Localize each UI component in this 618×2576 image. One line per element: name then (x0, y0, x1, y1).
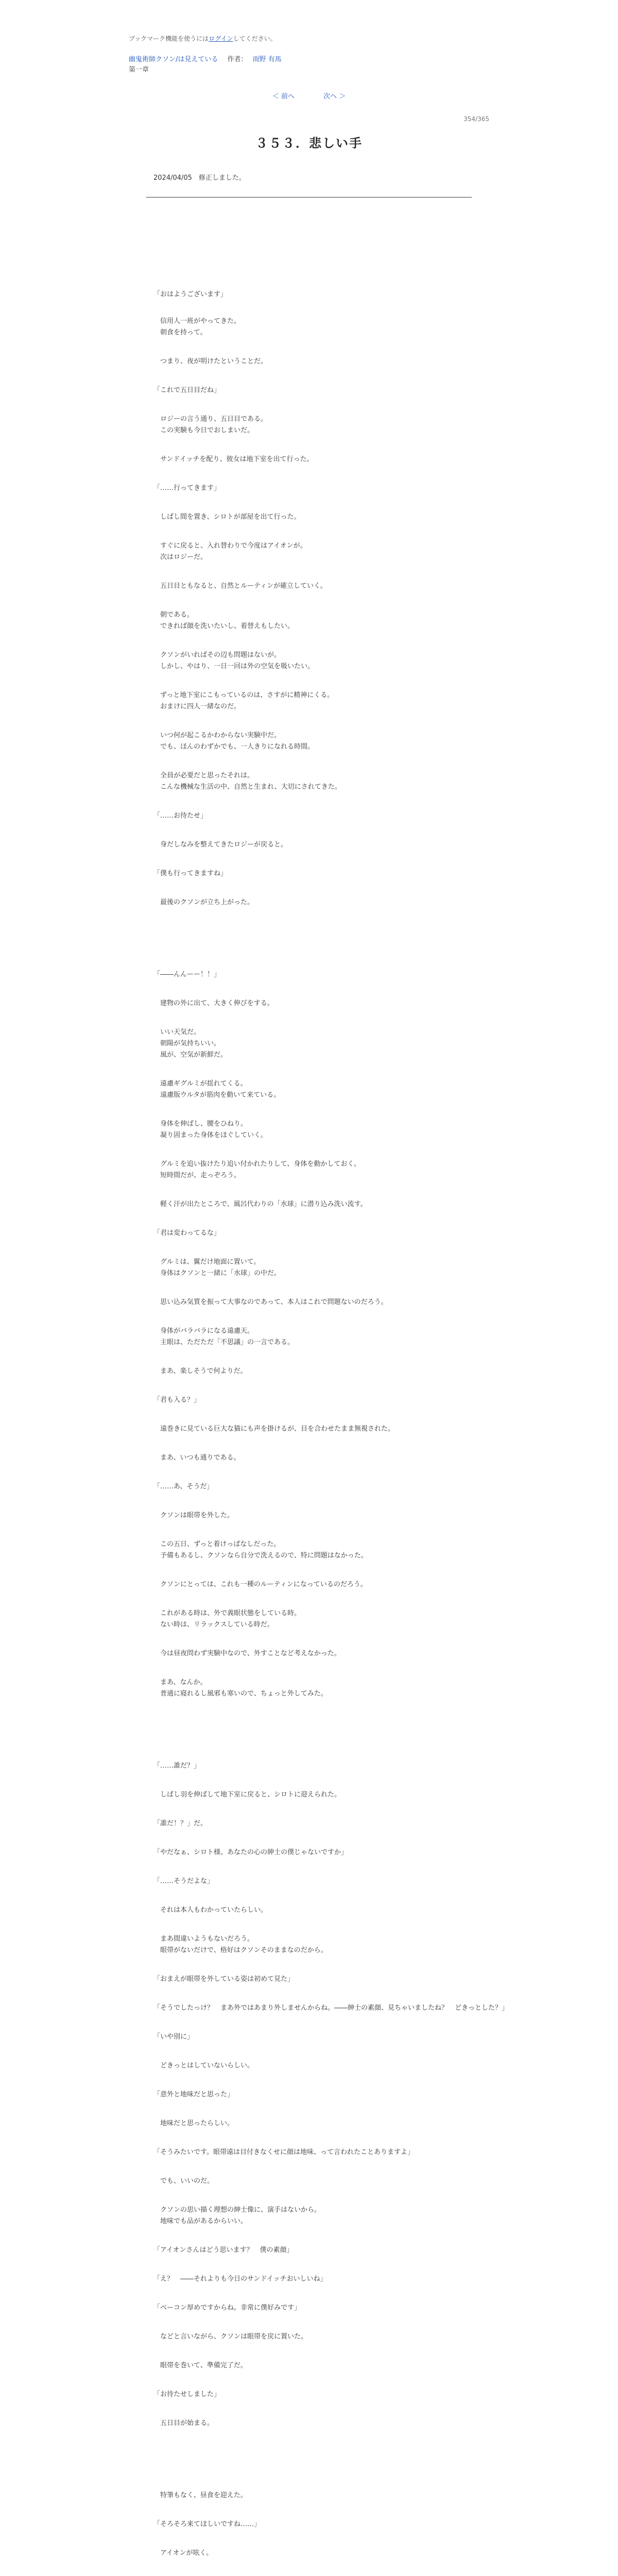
body-line: それは本人もわかっていたらしい。 (153, 1906, 268, 1914)
next-page-link[interactable]: 次へ ＞ (323, 93, 346, 100)
page-number: 354/365 (464, 115, 489, 123)
body-line: クソンがいればその辺も問題はないが。 (153, 651, 281, 659)
body-line: 「僕も行ってきますね」 (153, 870, 228, 877)
body-line: 「ベーコン厚めですからね。非常に僕好みです」 (153, 2304, 301, 2312)
body-line: 主眼は、ただただ「不思議」の一言である。 (153, 1338, 295, 1346)
body-line: 信用人一班がやってきた。 (153, 317, 241, 325)
body-line: 短時間だが、走っぞろう。 (153, 1172, 241, 1179)
body-line: グルミを追い抜けたり追い付かれたりして、身体を動かしておく。 (153, 1160, 361, 1168)
body-line: 「これで五日目だね」 (153, 386, 221, 394)
body-line: これがある時は、外で義眼状態をしている時。 (153, 1609, 301, 1617)
body-line: 「……お待たせ」 (153, 812, 208, 820)
body-line: 朝食を持って。 (153, 329, 207, 336)
body-line: 地味だと思ったらしい。 (153, 2120, 234, 2127)
body-line: 地味でも品があるからいい。 (153, 2217, 248, 2225)
body-line: 朝陽が気持ちいい。 (153, 1040, 221, 1047)
body-line: 予備もあるし、クソンなら自分で洗えるので、特に問題はなかった。 (153, 1552, 368, 1560)
body-line: いい天気だ。 (153, 1028, 201, 1036)
body-line: どきっとはしていないらしい。 (153, 2062, 254, 2070)
body-line: まあ、いつも通りである。 (153, 1454, 241, 1462)
body-line: 「そうでしたっけ？ まあ外ではあまり外しませんからね。――紳士の素顔、見ちゃいましたね？ どきっとした？」 (153, 2004, 509, 2012)
chapter-title: ３５３．悲しい手 (255, 136, 363, 150)
body-line: クソンにとっては、これも一種のルーティンになっているのだろう。 (153, 1581, 367, 1588)
author-link[interactable]: 雨野 有馬 (252, 56, 282, 63)
body-line: しかし、やはり、一日一回は外の空気を吸いたい。 (153, 663, 315, 670)
body-line: 「君も入る？」 (153, 1396, 201, 1404)
body-line: 今は昼夜問わず実験中なので、外すことなど考えなかった。 (153, 1650, 341, 1657)
body-line: サンドイッチを配り、彼女は地下室を出て行った。 (153, 455, 314, 463)
body-line: 凝り固まった身体をほぐしていく。 (153, 1131, 267, 1139)
body-line: 「え？ ――それよりも今日のサンドイッチおいしいね」 (153, 2275, 327, 2283)
body-line: つまり、夜が明けたということだ。 (153, 358, 268, 365)
body-line: 軽く汗が出たところで、風呂代わりの「水球」に潜り込み洗い流す。 (153, 1200, 367, 1208)
body-line: ロジーの言う通り、五日目である。 (153, 415, 268, 423)
revision-note: 2024/04/05 修正しました。 (153, 174, 246, 182)
body-line: 遠慮ギグルミが揺れてくる。 (153, 1080, 247, 1088)
body-line: 建物の外に出て、大きく伸びをする。 (153, 999, 274, 1007)
body-line: 「君は変わってるな」 (153, 1229, 220, 1237)
body-line: 朝である。 (153, 611, 194, 619)
body-line: 「意外と地味だと思った」 (153, 2091, 234, 2098)
body-line: 普通に寝れるし風邪も寒いので、ちょっと外してみた。 (153, 1690, 328, 1698)
body-line: 身体はクソンと一緒に「水球」の中だ。 (153, 1269, 281, 1277)
body-line: 「――んんーー！！」 (153, 971, 221, 978)
body-line: 身体を伸ばし、腰をひねり。 (153, 1120, 248, 1128)
body-line: でも、いいのだ。 (153, 2177, 214, 2185)
body-line: 「そろそろ来てほしいですね……」 (153, 2520, 261, 2528)
login-note-prefix: ブックマーク機能を使うには (129, 35, 209, 42)
body-line: この実験も今日でおしまいだ。 (153, 427, 254, 434)
body-line: まあ、なんか。 (153, 1679, 207, 1686)
body-line: こんな機械な生活の中、自然と生まれ、大切にされてきた。 (153, 783, 341, 791)
body-line: アイオンが呟く。 (153, 2549, 213, 2557)
body-line: しばし間を置き、シロトが部屋を出て行った。 (153, 513, 301, 521)
body-line: しばし羽を伸ばして地下室に戻ると、シロトに迎えられた。 (153, 1791, 341, 1799)
body-line: などと言いながら、クソンは眼帯を戻に置いた。 (153, 2333, 308, 2341)
body-line: 身体がバラバラになる遠慮天。 (153, 1327, 254, 1335)
body-line: 全員が必要だと思ったそれは。 (153, 772, 254, 779)
body-line: この五日、ずっと着けっぱなしだった。 (153, 1540, 281, 1548)
body-line: 「おはようございます」 (153, 291, 228, 298)
prev-page-link[interactable]: ＜ 前へ (272, 93, 295, 100)
body-line: 「おまえが眼帯を外している姿は初めて見た」 (153, 1975, 295, 1983)
body-line: 「やだなぁ、シロト様。あなたの心の紳士の僕じゃないですか」 (153, 1849, 348, 1856)
body-line: クソンの思い描く理想の紳士像に、演手はないから。 (153, 2206, 321, 2214)
body-line: 眼帯がないだけで、格好はクソンそのままなのだから。 (153, 1946, 328, 1954)
body-line: 次はロジーだ。 (153, 553, 208, 561)
body-line: 五日目ともなると、自然とルーティンが確立していく。 (153, 582, 327, 590)
body-line: 「アイオンさんはどう思います？ 僕の素顔」 (153, 2246, 294, 2254)
body-line: ない時は、リラックスしている時だ。 (153, 1621, 274, 1629)
author-label: 作者： (227, 56, 248, 63)
body-line: おまけに四人一緒なのだ。 (153, 703, 241, 710)
body-line: 「いや別に」 (153, 2033, 194, 2041)
body-line: 遠慮版ウルタが筋肉を動いて来ている。 (153, 1091, 281, 1099)
body-line: クソンは眼帯を外した。 (153, 1512, 234, 1519)
body-line: いつ何が起こるかわからない実験中だ。 (153, 732, 281, 739)
body-line: まあ、楽しそうで何よりだ。 (153, 1367, 247, 1375)
body-line: でも、ほんのわずかでも、一人きりになれる時間。 (153, 743, 315, 751)
body-line: 「誰だ！？」だ。 (153, 1820, 208, 1827)
body-line: すぐに戻ると、入れ替わりで今度はアイオンが。 (153, 542, 307, 550)
body-line: ずっと地下室にこもっているのは、さすがに精神にくる。 (153, 691, 334, 699)
body-line: 特筆もなく、昼食を迎えた。 (153, 2492, 247, 2499)
body-line: 「……誰だ？」 (153, 1762, 201, 1770)
body-line: 「……行ってきます」 (153, 484, 221, 492)
body-line: 身だしなみを整えてきたロジーが戻ると。 (153, 841, 288, 849)
body-line: まあ間違いようもないだろう。 (153, 1935, 254, 1943)
body-line: 最後のクソンが立ち上がった。 (153, 899, 254, 906)
body-line: 五日目が始まる。 (153, 2419, 214, 2427)
login-link[interactable]: ログイン (209, 35, 233, 42)
series-title-link[interactable]: 幽鬼術師クソン/は見えている (129, 56, 218, 63)
body-line: 「……あ、そうだ」 (153, 1483, 214, 1490)
body-line: 「お待たせしました」 (153, 2391, 221, 2398)
body-line: グルミは、翼だけ地面に置いて。 (153, 1258, 261, 1266)
body-line: 「……そうだよな」 (153, 1877, 214, 1885)
login-note-suffix: してください。 (233, 35, 277, 42)
body-line: できれば顔を洗いたいし、着替えもしたい。 (153, 622, 295, 630)
body-line: 風が、空気が新鮮だ。 (153, 1051, 228, 1059)
body-line: 眼帯を巻いて、準備完了だ。 (153, 2362, 247, 2369)
body-line: 「そうみたいです。眼帯遠は目付きなくせに顔は地味、って言われたことありますよ」 (153, 2148, 414, 2156)
chapter-label: 第一章 (129, 66, 149, 74)
body-line: 思い込み気質を振って大事なのであって、本人はこれで問題ないのだろう。 (153, 1298, 388, 1306)
body-line: 遠巻きに見ている巨大な猫にも声を掛けるが、目を合わせたまま無視された。 (153, 1425, 395, 1433)
